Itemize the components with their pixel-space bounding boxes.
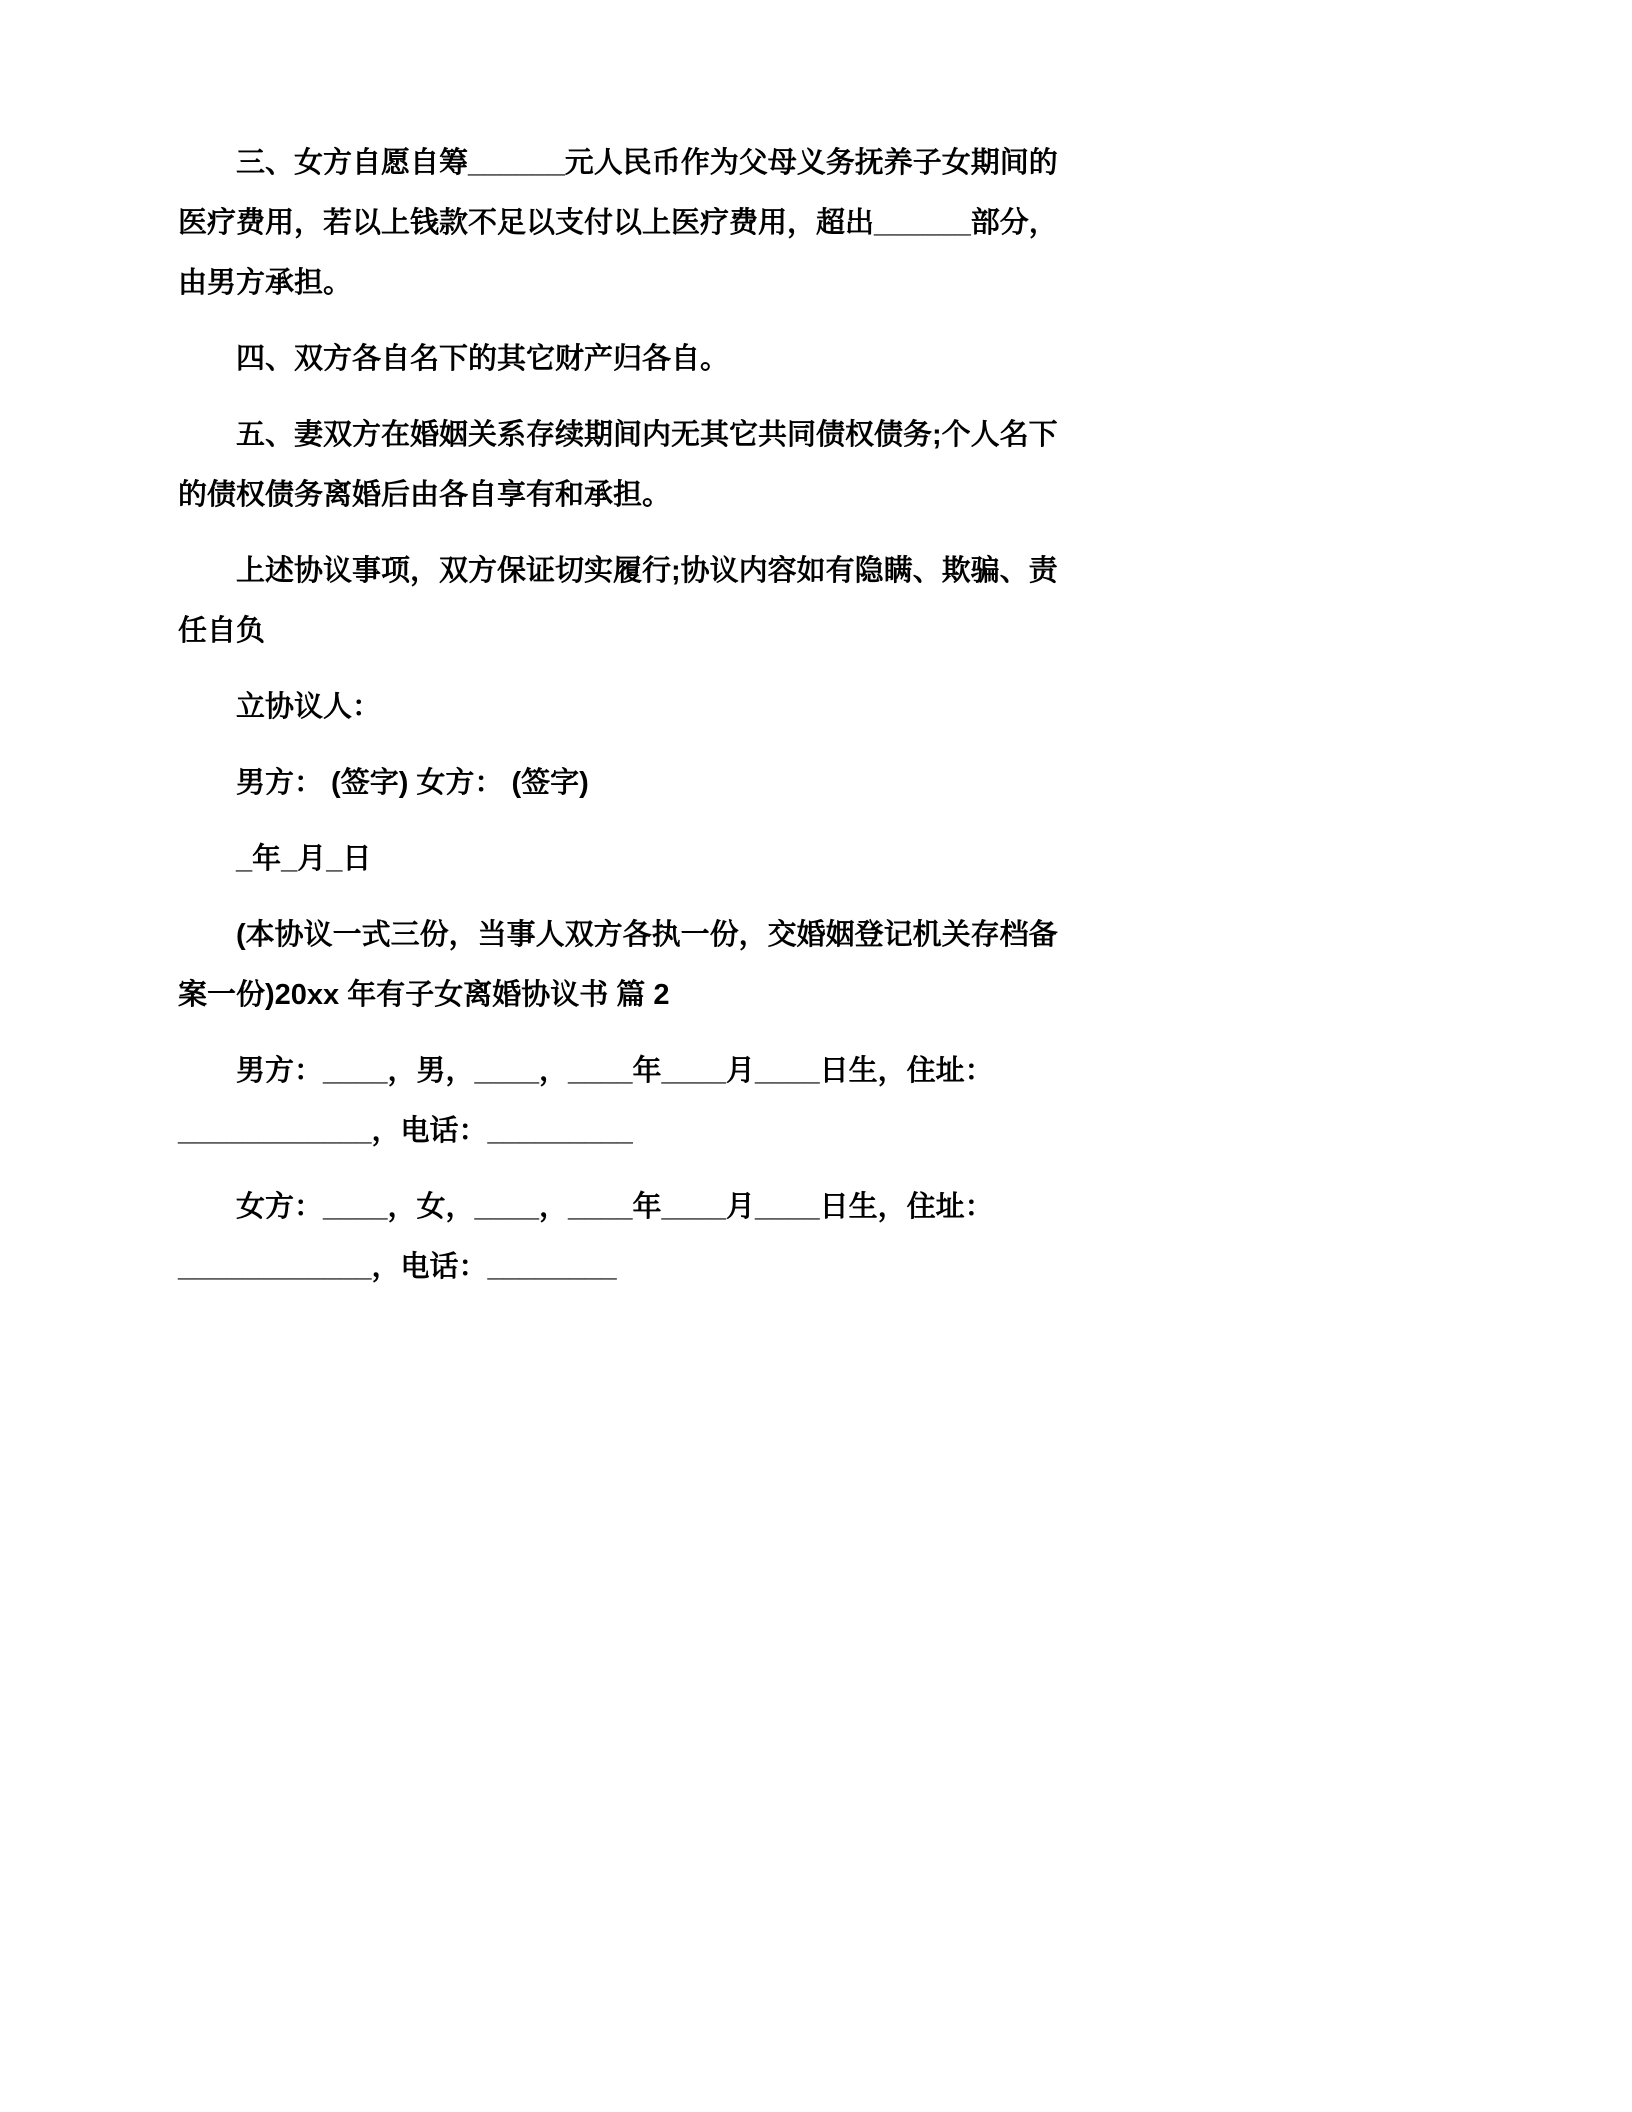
clause-five-debts: 五、妻双方在婚姻关系存续期间内无其它共同债权债务;个人名下的债权债务离婚后由各自享有和承担。 <box>178 419 1058 511</box>
signatory-label: 立协议人： <box>236 691 382 723</box>
party-b-info-line: 女方：____，女，____，____年____月____日生，住址：____________，电话：________ <box>178 1191 994 1283</box>
clause-four-other-property: 四、双方各自名下的其它财产归各自。 <box>236 343 730 375</box>
guarantee-statement: 上述协议事项，双方保证切实履行;协议内容如有隐瞒、欺骗、责任自负 <box>178 555 1058 647</box>
date-line: _年_月_日 <box>236 843 372 875</box>
clause-three-medical-costs: 三、女方自愿自筹______元人民币作为父母义务抚养子女期间的医疗费用，若以上钱款不足以支付以上医疗费用，超出______部分，由男方承担。 <box>178 147 1058 299</box>
signature-line: 男方： (签字) 女方： (签字) <box>236 767 589 799</box>
copies-note-and-next-section-title: (本协议一式三份，当事人双方各执一份，交婚姻登记机关存档备案一份)20xx 年有子女离婚协议书 篇 2 <box>178 919 1058 1011</box>
party-a-info-line: 男方：____，男，____，____年____月____日生，住址：____________，电话：_________ <box>178 1055 994 1147</box>
